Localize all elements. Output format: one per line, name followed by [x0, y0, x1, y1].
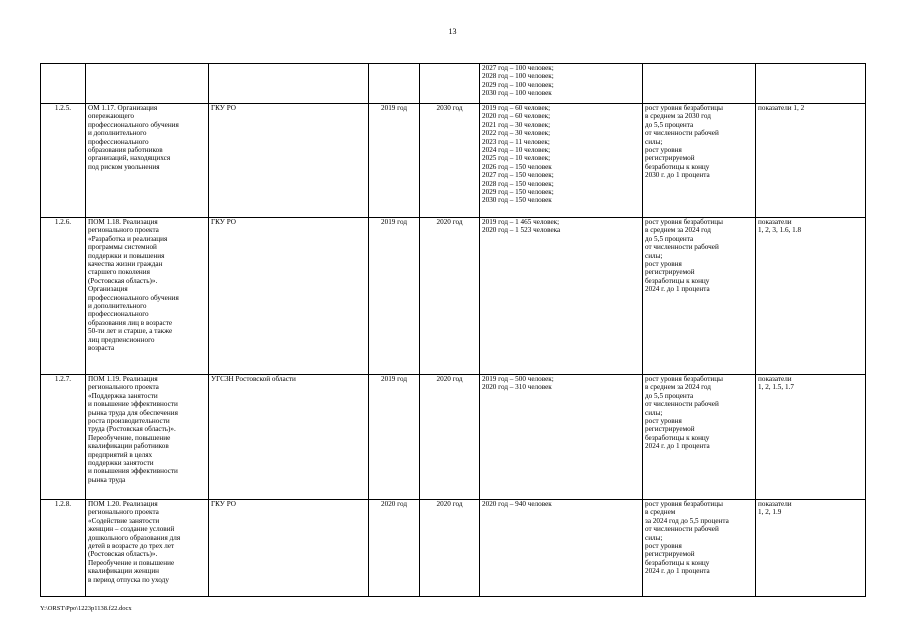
indicator-link-cell [756, 218, 866, 375]
activity-name-line: детей в возрасте до трех лет [88, 542, 175, 551]
executor-cell [209, 64, 369, 104]
item-number-cell: 1.2.8. [41, 500, 86, 597]
activity-name-line: (Ростовская область)». [88, 276, 158, 285]
activity-name-line: Организация [88, 285, 128, 294]
indicator-link-line: показатели 1, 2 [758, 104, 805, 112]
indicator-link-cell [756, 64, 866, 104]
activity-name-line: и дополнительного [88, 302, 147, 311]
activity-name-line: регионального проекта [88, 226, 159, 235]
activity-name-line: профессионального обучения [88, 293, 179, 302]
activity-name-line: качества жизни граждан [88, 260, 163, 269]
activity-name-line: Переобучение, повышение [88, 433, 171, 442]
expected-result-line: 2024 г. до 1 процента [645, 285, 710, 294]
target-value-line: 2029 год – 150 человек; [482, 188, 554, 197]
expected-result-line: от численности рабочей [645, 400, 719, 409]
activity-name-line: поддержки занятости [88, 459, 154, 468]
target-values-cell [480, 375, 643, 500]
expected-result-cell [643, 104, 756, 218]
activity-name-line: профессионального [88, 310, 149, 319]
expected-result-line: рост уровня [645, 542, 682, 551]
activity-name-line: «Разработка и реализация [88, 234, 168, 243]
activity-name-line: рынка труда для обеспечения [88, 408, 178, 417]
start-year-cell: 2019 год [369, 218, 420, 375]
activity-name-line: ПОМ 1.18. Реализация [88, 218, 158, 226]
activity-name-line: регионального проекта [88, 383, 159, 392]
expected-result-line: в среднем [645, 508, 676, 517]
expected-result-line: рост уровня [645, 260, 682, 269]
activity-name-line: «Поддержка занятости [88, 391, 158, 400]
activity-name-line: поддержки и повышения [88, 251, 165, 260]
activity-name-line: Переобучение и повышение [88, 558, 175, 567]
expected-result-line: до 5,5 процента [645, 120, 694, 129]
expected-result-line: регистрируемой [645, 425, 695, 434]
activity-name-line: 50-ти лет и старше, а также [88, 327, 173, 336]
expected-result-line: в среднем за 2024 год [645, 226, 711, 235]
target-value-line: 2023 год – 11 человек; [482, 137, 550, 146]
activity-name-line: рынка труда [88, 475, 126, 484]
activity-name-line: образования работников [88, 146, 163, 155]
target-values-cell [480, 104, 643, 218]
activity-name-cell [86, 104, 209, 218]
executor-cell: ГКУ РО [209, 218, 369, 375]
end-year-cell: 2030 год [420, 104, 480, 218]
activity-name-line: ПОМ 1.19. Реализация [88, 375, 158, 383]
expected-result-line: рост уровня безработицы [645, 218, 723, 226]
expected-result-line: 2024 г. до 1 процента [645, 442, 710, 451]
activity-name-line: предприятий в целях [88, 450, 153, 459]
start-year-cell: 2019 год [369, 375, 420, 500]
activity-name-cell [86, 218, 209, 375]
expected-result-line: безработицы к концу [645, 558, 710, 567]
indicator-link-cell [756, 375, 866, 500]
expected-result-line: безработицы к концу [645, 433, 710, 442]
expected-result-line: за 2024 год до 5,5 процента [645, 516, 729, 525]
activity-name-line: старшего поколения [88, 268, 150, 277]
start-year-cell: 2019 год [369, 104, 420, 218]
end-year-cell: 2020 год [420, 500, 480, 597]
expected-result-cell [643, 500, 756, 597]
table-row [41, 500, 866, 597]
target-value-line: 2029 год – 100 человек; [482, 80, 554, 89]
target-value-line: 2019 год – 60 человек; [482, 104, 551, 112]
page-number: 13 [448, 27, 457, 36]
activity-name-line: дошкольного образования для [88, 533, 181, 542]
activity-name-cell [86, 64, 209, 104]
target-value-line: 2019 год – 500 человек; [482, 375, 554, 383]
target-value-line: 2019 год – 1 465 человек; [482, 218, 560, 226]
target-values-cell [480, 500, 643, 597]
activity-name-line: опережающего [88, 112, 135, 121]
expected-result-cell [643, 64, 756, 104]
expected-result-line: до 5,5 процента [645, 234, 694, 243]
target-value-line: 2028 год – 100 человек; [482, 72, 554, 81]
program-activities-table [40, 63, 866, 597]
expected-result-line: 2024 г. до 1 процента [645, 567, 710, 576]
activity-name-line: квалификации работников [88, 442, 169, 451]
executor-cell: ГКУ РО [209, 500, 369, 597]
activity-name-cell [86, 375, 209, 500]
activity-name-line: и повышение эффективности [88, 400, 178, 409]
table-row [41, 218, 866, 375]
executor-cell: УГСЗН Ростовской области [209, 375, 369, 500]
expected-result-line: в среднем за 2024 год [645, 383, 711, 392]
expected-result-line: силы; [645, 408, 663, 417]
target-value-line: 2027 год – 150 человек; [482, 171, 554, 180]
target-value-line: 2020 год – 940 человек [482, 500, 552, 508]
expected-result-line: безработицы к концу [645, 162, 710, 171]
expected-result-cell [643, 218, 756, 375]
expected-result-line: от численности рабочей [645, 129, 719, 138]
activity-name-line: профессионального [88, 137, 149, 146]
expected-result-line: рост уровня [645, 146, 682, 155]
target-value-line: 2026 год – 150 человек [482, 162, 552, 171]
table-row [41, 375, 866, 500]
target-value-line: 2030 год – 100 человек [482, 89, 552, 98]
item-number-cell: 1.2.7. [41, 375, 86, 500]
expected-result-line: регистрируемой [645, 268, 695, 277]
expected-result-line: силы; [645, 137, 663, 146]
executor-cell: ГКУ РО [209, 104, 369, 218]
indicator-link-line: 1, 2, 3, 1.6, 1.8 [758, 226, 802, 235]
activity-name-line: женщин – создание условий [88, 525, 175, 534]
expected-result-line: рост уровня безработицы [645, 104, 723, 112]
target-value-line: 2030 год – 150 человек [482, 196, 552, 205]
activity-name-line: (Ростовская область)». [88, 550, 158, 559]
activity-name-line: труда (Ростовская область)». [88, 425, 176, 434]
item-number-cell: 1.2.6. [41, 218, 86, 375]
expected-result-line: рост уровня безработицы [645, 375, 723, 383]
target-value-line: 2020 год – 60 человек; [482, 112, 551, 121]
expected-result-line: от численности рабочей [645, 243, 719, 252]
expected-result-line: до 5,5 процента [645, 391, 694, 400]
target-values-cell [480, 218, 643, 375]
activity-name-line: роста производительности [88, 417, 170, 426]
activity-name-line: и дополнительного [88, 129, 147, 138]
table-row [41, 104, 866, 218]
expected-result-line: от численности рабочей [645, 525, 719, 534]
expected-result-line: силы; [645, 533, 663, 542]
target-value-line: 2028 год – 150 человек; [482, 179, 554, 188]
activity-name-line: регионального проекта [88, 508, 159, 517]
indicator-link-cell [756, 500, 866, 597]
expected-result-line: регистрируемой [645, 154, 695, 163]
indicator-link-cell [756, 104, 866, 218]
target-value-line: 2020 год – 1 523 человека [482, 226, 561, 235]
target-value-line: 2027 год – 100 человек; [482, 64, 554, 72]
expected-result-line: рост уровня [645, 417, 682, 426]
activity-name-line: под риском увольнения [88, 162, 160, 171]
indicator-link-line: 1, 2, 1.9 [758, 508, 782, 517]
indicator-link-line: показатели [758, 218, 792, 226]
end-year-cell: 2020 год [420, 218, 480, 375]
expected-result-line: регистрируемой [645, 550, 695, 559]
activity-name-line: «Содействие занятости [88, 516, 160, 525]
activity-name-line: возраста [88, 344, 115, 353]
start-year-cell: 2020 год [369, 500, 420, 597]
indicator-link-line: показатели [758, 375, 792, 383]
item-number-cell [41, 64, 86, 104]
expected-result-line: силы; [645, 251, 663, 260]
activity-name-line: квалификации женщин [88, 567, 160, 576]
target-value-line: 2021 год – 30 человек; [482, 120, 551, 129]
activity-name-line: профессионального обучения [88, 120, 179, 129]
end-year-cell [420, 64, 480, 104]
expected-result-line: 2030 г. до 1 процента [645, 171, 710, 180]
target-values-cell [480, 64, 643, 104]
activity-name-line: в период отпуска по уходу [88, 575, 169, 584]
activity-name-line: организаций, находящихся [88, 154, 171, 163]
target-value-line: 2020 год – 310 человек [482, 383, 552, 392]
activity-name-line: и повышения эффективности [88, 467, 178, 476]
expected-result-line: рост уровня безработицы [645, 500, 723, 508]
end-year-cell: 2020 год [420, 375, 480, 500]
expected-result-line: в среднем за 2030 год [645, 112, 711, 121]
table-row [41, 64, 866, 104]
activity-name-line: программы системной [88, 243, 157, 252]
activity-name-line: образования лиц в возрасте [88, 318, 173, 327]
activity-name-line: лиц предпенсионного [88, 335, 155, 344]
indicator-link-line: показатели [758, 500, 792, 508]
activity-name-line: ПОМ 1.20. Реализация [88, 500, 158, 508]
target-value-line: 2024 год – 10 человек; [482, 146, 551, 155]
target-value-line: 2025 год – 10 человек; [482, 154, 551, 163]
activity-name-cell [86, 500, 209, 597]
start-year-cell [369, 64, 420, 104]
file-path-footer: Y:\ORST\Ppo\1223p1138.f22.docx [40, 605, 132, 612]
activity-name-line: ОМ 1.17. Организация [88, 104, 158, 112]
expected-result-line: безработицы к концу [645, 276, 710, 285]
item-number-cell: 1.2.5. [41, 104, 86, 218]
expected-result-cell [643, 375, 756, 500]
target-value-line: 2022 год – 30 человек; [482, 129, 551, 138]
indicator-link-line: 1, 2, 1.5, 1.7 [758, 383, 794, 392]
